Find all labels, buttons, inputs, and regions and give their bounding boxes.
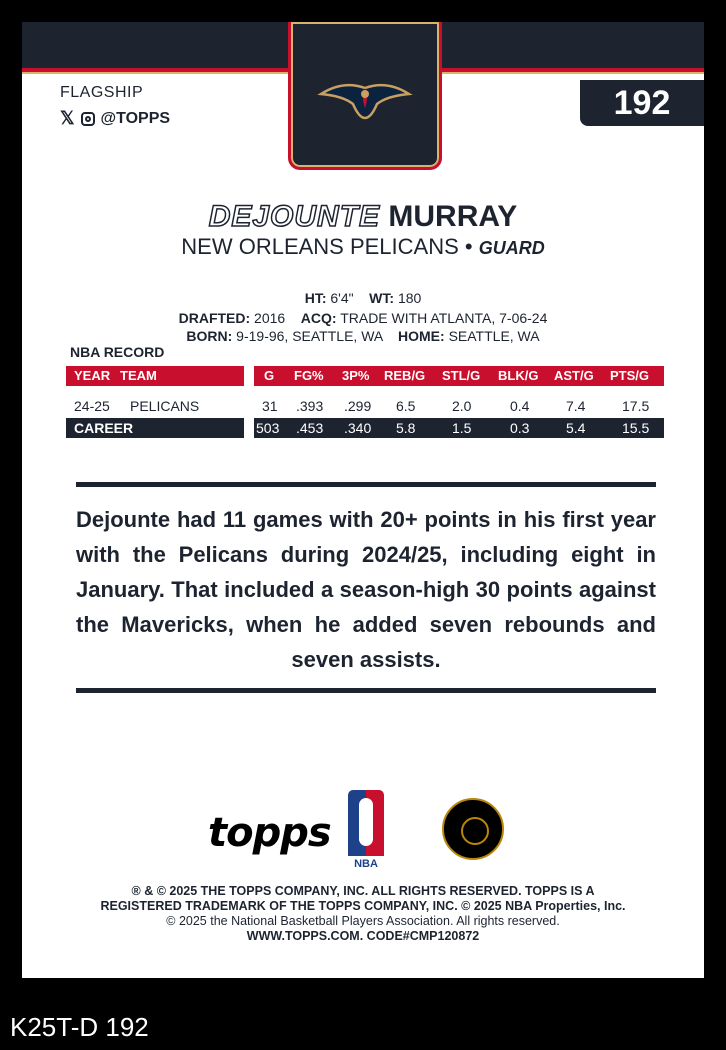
card-caption: K25T-D 192 [10,1012,149,1042]
header-g: G [264,368,275,383]
table-row [66,396,666,416]
row-blk: 0.4 [510,398,530,414]
brand-label: FLAGSHIP [60,84,144,101]
row-g: 31 [262,398,278,414]
header-blk: BLK/G [498,368,539,383]
team-name: NEW ORLEANS PELICANS [181,234,459,259]
x-icon: 𝕏 [60,108,75,128]
header-3p: 3P% [342,368,370,383]
height-weight-line [22,290,704,306]
career-blk: 0.3 [510,420,530,436]
header-pts: PTS/G [610,368,650,383]
row-ast: 7.4 [566,398,586,414]
career-reb: 5.8 [396,420,416,436]
drafted-label: DRAFTED: [178,310,251,326]
row-team: PELICANS [130,398,200,414]
header-year: YEAR [74,368,111,383]
legal-line-2: REGISTERED TRADEMARK OF THE TOPPS COMPANY, INC. © 2025 NBA Properties, Inc. [100,899,626,913]
acq-label: ACQ: [300,310,337,326]
header-ast: AST/G [554,368,594,383]
team-row [22,234,704,260]
draft-line [22,310,704,326]
career-3p: .340 [344,420,372,436]
legal-text [22,884,704,944]
player-name [22,200,704,234]
home-label: HOME: [398,328,445,344]
team-logo-tab [288,22,442,170]
nba-logo-text: NBA [348,856,384,872]
born-value: 9-19-96, SEATTLE, WA [236,328,383,344]
career-row-left [66,418,244,438]
drafted-value: 2016 [254,310,286,326]
acq-value: TRADE WITH ATLANTA, 7-06-24 [340,310,548,326]
card-number: 192 [580,80,704,126]
nbpa-logo-icon [442,798,504,860]
record-title: NBA RECORD [70,344,165,360]
card-back [22,22,704,978]
social-handles [60,108,170,129]
social-handle: @TOPPS [100,109,171,127]
header-team: TEAM [120,368,157,383]
stats-header-left [66,366,244,386]
legal-line-4: WWW.TOPPS.COM. CODE#CMP120872 [246,929,480,943]
wt-value: 180 [397,290,422,306]
header-stl: STL/G [442,368,481,383]
header-fg: FG% [294,368,324,383]
ht-value: 6'4" [330,290,354,306]
row-pts: 17.5 [622,398,650,414]
career-row-right [254,418,664,438]
career-pts: 15.5 [622,420,650,436]
born-label: BORN: [186,328,233,344]
ht-label: HT: [304,290,327,306]
player-position: GUARD [478,238,545,258]
instagram-icon [81,112,95,126]
divider-bottom [76,688,656,693]
career-g: 503 [256,420,280,436]
stats-header-right [254,366,664,386]
career-stl: 1.5 [452,420,472,436]
row-reb: 6.5 [396,398,416,414]
legal-line-3: © 2025 the National Basketball Players Association. All rights reserved. [166,914,560,928]
wt-label: WT: [369,290,395,306]
row-fg: .393 [296,398,324,414]
nba-logo [348,790,384,872]
header-reb: REB/G [384,368,426,383]
divider-top [76,482,656,487]
career-fg: .453 [296,420,324,436]
pelicans-logo-icon [291,22,439,170]
row-3p: .299 [344,398,372,414]
home-value: SEATTLE, WA [448,328,540,344]
topps-logo: topps [208,810,331,856]
player-last-name: MURRAY [388,200,518,233]
row-stl: 2.0 [452,398,472,414]
career-ast: 5.4 [566,420,586,436]
player-first-name: DEJOUNTE [208,200,381,233]
career-label: CAREER [74,420,134,436]
row-year: 24-25 [74,398,110,414]
legal-line-1: ® & © 2025 THE TOPPS COMPANY, INC. ALL RIGHTS RESERVED. TOPPS IS A [131,884,595,898]
bullet: • [464,234,473,259]
player-blurb: Dejounte had 11 games with 20+ points in his first year with the Pelicans during 2024/25, including eight in January. That included a season-high 30 points against the Mavericks, when he added seven rebounds and seven assists. [76,507,656,672]
born-line [22,328,704,344]
